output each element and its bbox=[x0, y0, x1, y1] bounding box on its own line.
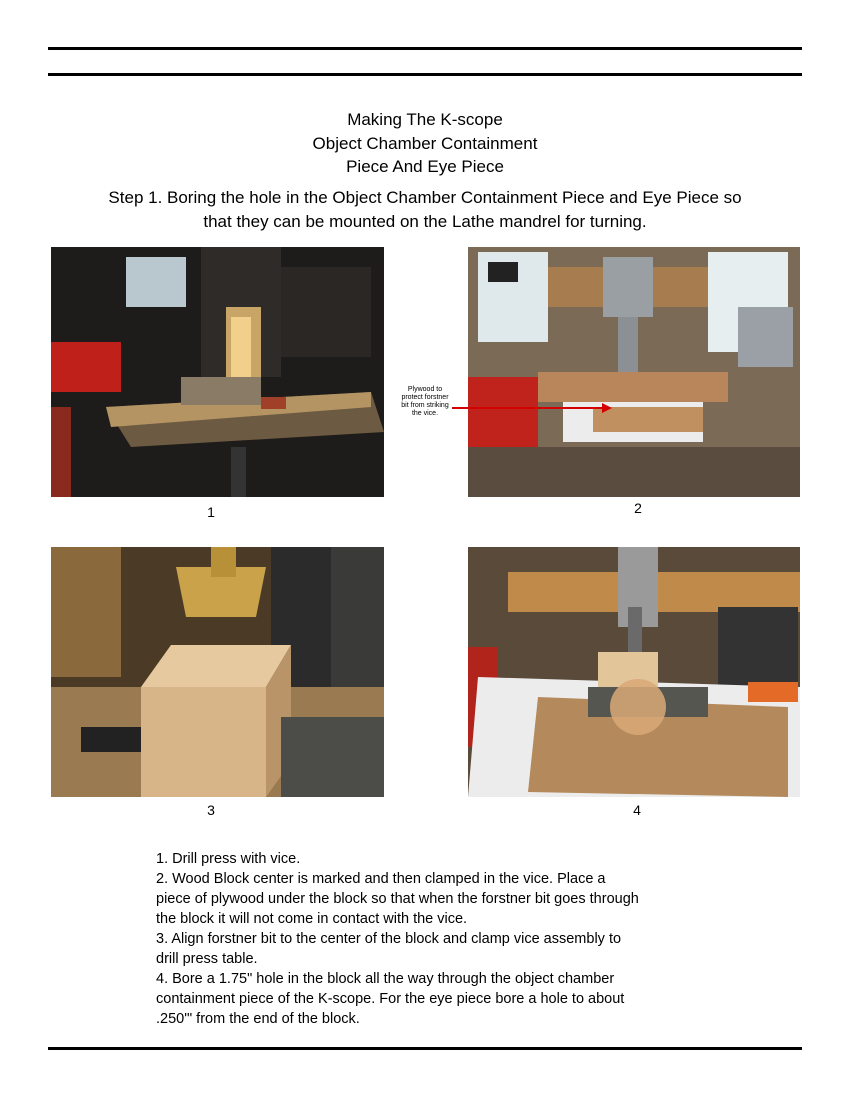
photo-4-boring-the-hole bbox=[468, 547, 800, 797]
photo-2-caption: 2 bbox=[634, 500, 642, 516]
photo-3-caption: 3 bbox=[207, 802, 215, 818]
note-line: containment piece of the K-scope. For the eye piece bore a hole to about bbox=[156, 991, 625, 1007]
title-line-3: Piece And Eye Piece bbox=[346, 157, 504, 176]
top-rule-1 bbox=[48, 47, 802, 50]
callout-arrow bbox=[452, 403, 612, 413]
step-line-2: that they can be mounted on the Lathe mandrel for turning. bbox=[203, 211, 647, 231]
note-line: drill press table. bbox=[156, 951, 258, 967]
photo-2-workshop-drill-press bbox=[468, 247, 800, 497]
note-line: piece of plywood under the block so that when the forstner bit goes through bbox=[156, 891, 639, 907]
note-line: the block it will not come in contact with the vice. bbox=[156, 911, 468, 927]
photo-2-callout-note bbox=[393, 386, 457, 418]
photo-3-wood-block-in-vice bbox=[51, 547, 384, 797]
note-line: 4. Bore a 1.75" hole in the block all the way through the object chamber bbox=[156, 971, 615, 987]
step-heading bbox=[40, 186, 810, 233]
top-rule-2 bbox=[48, 73, 802, 76]
photo-4-caption: 4 bbox=[633, 802, 641, 818]
photo-1-caption: 1 bbox=[207, 504, 215, 520]
callout-line-4: the vice. bbox=[411, 410, 439, 417]
callout-line-1: Plywood to bbox=[407, 386, 443, 393]
callout-line-3: bit from striking bbox=[401, 402, 449, 409]
note-line: 2. Wood Block center is marked and then clamped in the vice. Place a bbox=[156, 871, 606, 887]
note-line: 1. Drill press with vice. bbox=[156, 851, 301, 867]
page-title bbox=[0, 108, 850, 179]
title-line-2: Object Chamber Containment bbox=[312, 133, 538, 153]
title-line-1: Making The K-scope bbox=[347, 110, 503, 129]
step-line-1: Step 1. Boring the hole in the Object Chamber Containment Piece and Eye Piece so bbox=[108, 188, 742, 207]
note-line: 3. Align forstner bit to the center of the block and clamp vice assembly to bbox=[156, 931, 622, 947]
bottom-rule bbox=[48, 1047, 802, 1050]
callout-line-2: protect forstner bbox=[401, 394, 449, 401]
photo-1-drill-press-with-vice bbox=[51, 247, 384, 497]
instructions-notes bbox=[156, 849, 756, 1029]
note-line: .250'" from the end of the block. bbox=[156, 1011, 360, 1027]
